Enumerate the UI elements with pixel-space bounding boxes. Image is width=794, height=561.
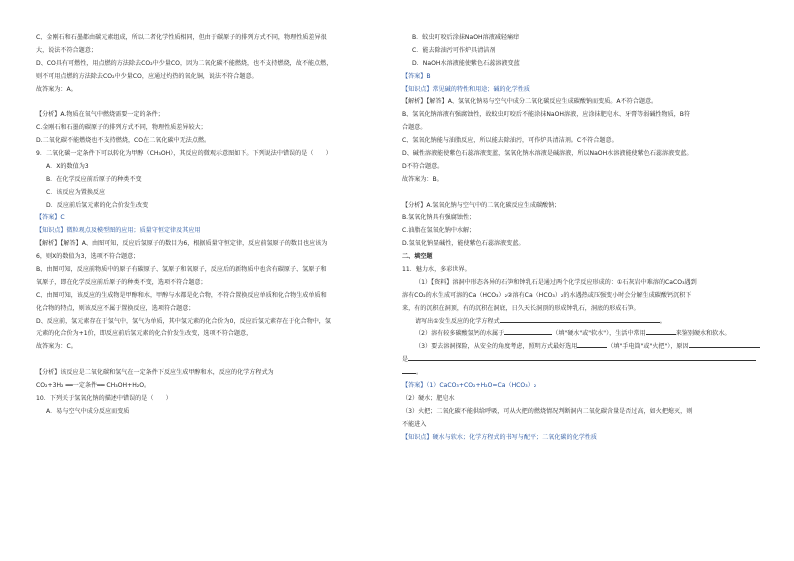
right-column [402, 32, 760, 445]
text-line [36, 354, 393, 367]
section-heading: 二、填空题 [402, 253, 433, 261]
analysis-line: 【分析】A.物质在氧气中燃烧需要一定的条件； [36, 111, 164, 119]
text-line: 不能进入 [402, 420, 427, 428]
text-line: 大，说法不符合题意； [36, 46, 97, 54]
answer-label: 【答案】（1）CaCO₃+CO₂+H₂O=Ca（HCO₃）₂ [402, 382, 537, 390]
question-11-stem: 11．魅力水，多彩世界。 [402, 266, 471, 274]
knowledge-point: 【知识点】微粒观点及模型图的应用；质量守恒定律及其应用 [36, 227, 201, 235]
answer-blank[interactable] [689, 346, 760, 348]
answer-blank[interactable] [500, 321, 660, 323]
text-line: （2）硬水；肥皂水 [402, 394, 455, 402]
text-line: 合题意。 [402, 124, 427, 132]
text-line [402, 187, 760, 200]
text-line: C、氢氧化钠能与油脂反应，所以能去除油污，可作炉具清洁剂。C不符合题意。 [402, 137, 618, 145]
option-d: D．反应前后氢元素的化合价发生改变 [46, 201, 149, 209]
text-line: 溶有CO₂的水生成可溶的Ca（HCO₃）₂②溶有Ca（HCO₃）₂的水遇热或压强变小时会分解生成碳酸钙沉积下 [402, 291, 692, 299]
text-line: 故答案为：A。 [36, 85, 77, 93]
text-line: B、氢氧化钠溶液有强腐蚀性，故蚊虫叮咬后不能涂抹NaOH溶液，应涂抹肥皂水、牙膏等弱碱性物质，B符 [402, 111, 691, 119]
fill-prompt: （2）溶有较多碳酸氢钙的水属于 [415, 330, 505, 338]
option-b: B．在化学反应前后原子的种类不变 [46, 175, 142, 183]
text-line: B、由图可知，反应前物质中的原子有碳原子、氢原子和氧原子，反应后的新物质中也含有碳原子、氢原子和 [36, 266, 327, 274]
answer-blank[interactable] [408, 359, 756, 361]
text-line: 故答案为：C。 [36, 343, 77, 351]
fill-line-2 [402, 328, 760, 341]
text-line: 元素的化合价为+1价，即反应前后氢元素的化合价发生改变，选项不符合题意， [36, 330, 253, 338]
text-line: C.金刚石和石墨的碳原子的排列方式不同，物理性质差异较大； [36, 124, 207, 132]
text-line: D、碱性溶液能使紫色石蕊溶液变蓝，氢氧化钠水溶液是碱溶液，所以NaOH水溶液能使紫色石蕊溶液变蓝。 [402, 150, 693, 158]
fill-line-3 [402, 341, 760, 354]
knowledge-point: 【知识点】硬水与软水；化学方程式的书写与配平；二氧化碳的化学性质 [402, 433, 597, 441]
text-line: C、由图可知，该反应的生成物是甲醇和水，甲醇与水都是化合物，不符合置换反应单质和化合物生成单质和 [36, 291, 327, 299]
text-line: 化合物的特点，则该反应不属于置换反应，选项符合题意； [36, 304, 195, 312]
option-a: A．X的数值为3 [46, 162, 89, 170]
analysis-line: 【分析】A.氢氧化钠与空气中的二氧化碳反应生成碳酸钠； [402, 201, 561, 209]
text-line: C、金刚石和石墨都由碳元素组成，所以二者化学性质相同，但由于碳原子的排列方式不同，物理性质差异很 [36, 34, 327, 41]
answer-blank[interactable] [646, 333, 676, 335]
text-line: 来，有的沉积在洞顶，有的沉积在洞底，日久天长洞顶的形成钟乳石，洞底的形成石笋。 [402, 304, 640, 312]
chemical-equation: CO₂+3H₂ ══一定条件══ CH₃OH+H₂O。 [36, 382, 151, 390]
fill-line-1 [402, 316, 760, 329]
text-line: D.二氧化碳不能燃烧也不支持燃烧，CO在二氧化碳中无法点燃。 [36, 137, 211, 145]
option-b: B．蚊虫叮咬后涂抹NaOH溶液减轻痛痒 [412, 34, 520, 41]
left-column [36, 32, 393, 419]
knowledge-point: 【知识点】常见碱的特性和用途；碱的化学性质 [402, 85, 530, 93]
text-line: （3）火把；二氧化碳不能供给呼吸，可从火把的燃烧情况判断洞内二氧化碳含量是否过高，如火把熄灭，则 [402, 407, 693, 415]
text-line: D、反应前，氢元素存在于氢气中，氢气为单质，其中氢元素的化合价为0，反应后氢元素存在于化合物中，氢 [36, 317, 331, 325]
question-10-stem: 10．下列关于氢氧化钠的描述中错误的是（ ） [36, 394, 172, 402]
fill-prompt: 是 [402, 356, 409, 364]
answer-blank[interactable] [504, 333, 552, 335]
option-c: C．能去除油污可作炉具清洁剂 [412, 46, 496, 54]
text-line: B.氢氧化钠具有强腐蚀性； [402, 214, 476, 222]
fill-suffix: 。 [659, 317, 666, 325]
solution-line: 【解析】【解答】A、氢氧化钠易与空气中成分二氧化碳反应生成碳酸钠而变质。A不符合题意。 [402, 98, 658, 106]
fill-mid: （填"手电筒"或"火把"），原因 [607, 343, 689, 351]
fill-prompt: （3）要去溶洞探险，从安全的角度考虑，照明方式最好选用 [415, 343, 578, 351]
answer-blank[interactable] [577, 346, 607, 348]
question-9-stem: 9．二氧化碳一定条件下可以转化为甲醇（CH₃OH），其反应的微观示意图如下。下列说法中错误的是（ ） [36, 150, 332, 158]
fill-prompt: 请写出①发生反应的化学方程式 [415, 317, 500, 325]
text-line: 故答案为：B。 [402, 175, 443, 183]
answer-blank[interactable] [402, 372, 416, 374]
fill-suffix: 。 [416, 369, 423, 377]
text-line: D不符合题意。 [402, 162, 444, 170]
text-line: 氧原子，即在化学反应前后原子的种类不变，选项不符合题意； [36, 278, 207, 286]
option-a: A．易与空气中成分反应而变质 [46, 407, 130, 415]
fill-line-5 [402, 367, 760, 380]
text-line: 则不可用点燃的方法除去CO₂中少量CO，应通过灼热的氧化铜，说法不符合题意。 [36, 72, 258, 80]
text-line: C.油脂在氢氧化钠中水解； [402, 227, 476, 235]
text-line [36, 96, 393, 109]
answer-label: 【答案】C [36, 214, 65, 222]
fill-suffix: 来鉴别硬水和软水。 [675, 330, 731, 338]
text-line: D、CO具有可燃性，用点燃的方法除去CO₂中少量CO，因为二氧化碳不能燃烧，也不支持燃烧，故不能点燃， [36, 59, 333, 67]
option-c: C．该反应为置换反应 [46, 188, 106, 196]
option-d: D．NaOH水溶液能使紫色石蕊溶液变蓝 [412, 59, 520, 67]
text-line: 6，则X的数值为3，选项不符合题意； [36, 253, 140, 261]
solution-line: 【解析】【解答】A、由图可知，反应后氢原子的数目为6，根据质量守恒定律，反应前氢原子的数目也应该为 [36, 240, 328, 248]
analysis-line: 【分析】该反应是二氧化碳和氢气在一定条件下反应生成甲醇和水，反应的化学方程式为 [36, 369, 274, 377]
answer-label: 【答案】B [402, 72, 431, 80]
text-line: D.氢氧化钠显碱性，能使紫色石蕊溶液变蓝。 [402, 240, 525, 248]
fill-line-4 [402, 354, 760, 367]
text-line: （1）【资料】溶洞中形态各异的石笋和钟乳石是通过两个化学反应形成的：①石灰岩中难溶的CaCO₃遇到 [415, 278, 697, 286]
fill-mid: （填"硬水"或"软水"），生活中常用 [552, 330, 646, 338]
